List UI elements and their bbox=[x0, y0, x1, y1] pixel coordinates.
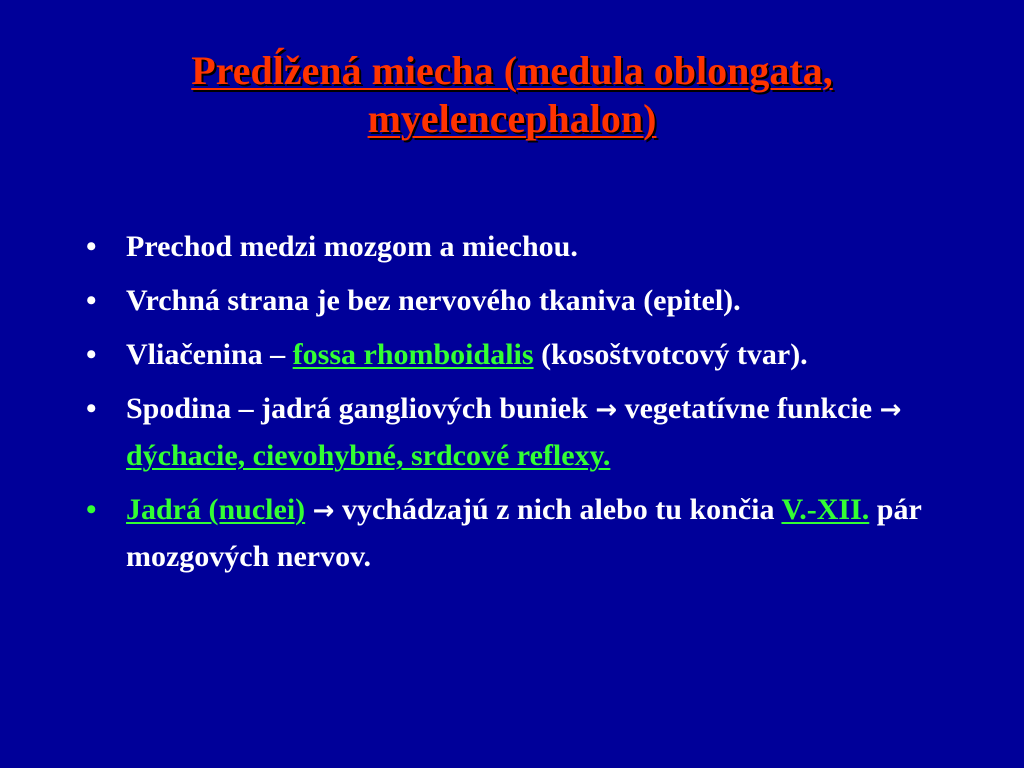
bullet-item-2 bbox=[86, 278, 946, 323]
bullet-dot: • bbox=[86, 338, 97, 371]
bullet-item-5 bbox=[86, 487, 946, 579]
bullet-text-part-2: vegetatívne funkcie bbox=[617, 392, 880, 425]
bullet-text-part-2: pár mozgových nervov. bbox=[126, 493, 922, 573]
bullet-dot: • bbox=[86, 230, 97, 263]
bullet-list bbox=[86, 224, 946, 588]
bullet-dot: • bbox=[86, 493, 97, 526]
bullet-text-part-1: Spodina – jadrá gangliových buniek bbox=[126, 392, 596, 425]
bullet-item-3 bbox=[86, 332, 946, 377]
bullet-text-part-1: vychádzajú z nich alebo tu končia bbox=[334, 493, 782, 526]
bullet-text-prefix: Vliačenina – bbox=[126, 338, 293, 371]
bullet-dot: • bbox=[86, 392, 97, 425]
reflexes-link[interactable]: dýchacie, cievohybné, srdcové reflexy. bbox=[126, 439, 611, 472]
fossa-rhomboidalis-link[interactable]: fossa rhomboidalis bbox=[292, 338, 534, 371]
bullet-item-1 bbox=[86, 224, 946, 269]
right-arrow-icon: → bbox=[879, 395, 902, 425]
slide-title-line-1: Predĺžená miecha (medula oblongata, bbox=[191, 47, 833, 93]
bullet-text: Prechod medzi mozgom a miechou. bbox=[126, 230, 578, 263]
slide-title-line-2: myelencephalon) bbox=[367, 95, 657, 141]
slide-title bbox=[40, 47, 984, 143]
bullet-item-4 bbox=[86, 386, 946, 478]
bullet-text-suffix: (kosoštvotcový tvar). bbox=[533, 338, 808, 371]
bullet-text: Vrchná strana je bez nervového tkaniva (epitel). bbox=[126, 284, 741, 317]
right-arrow-icon: → bbox=[595, 395, 618, 425]
bullet-dot: • bbox=[86, 284, 97, 317]
right-arrow-icon: → bbox=[312, 496, 335, 526]
nuclei-link[interactable]: Jadrá (nuclei) bbox=[126, 493, 306, 526]
cranial-nerves-link[interactable]: V.-XII. bbox=[781, 493, 870, 526]
